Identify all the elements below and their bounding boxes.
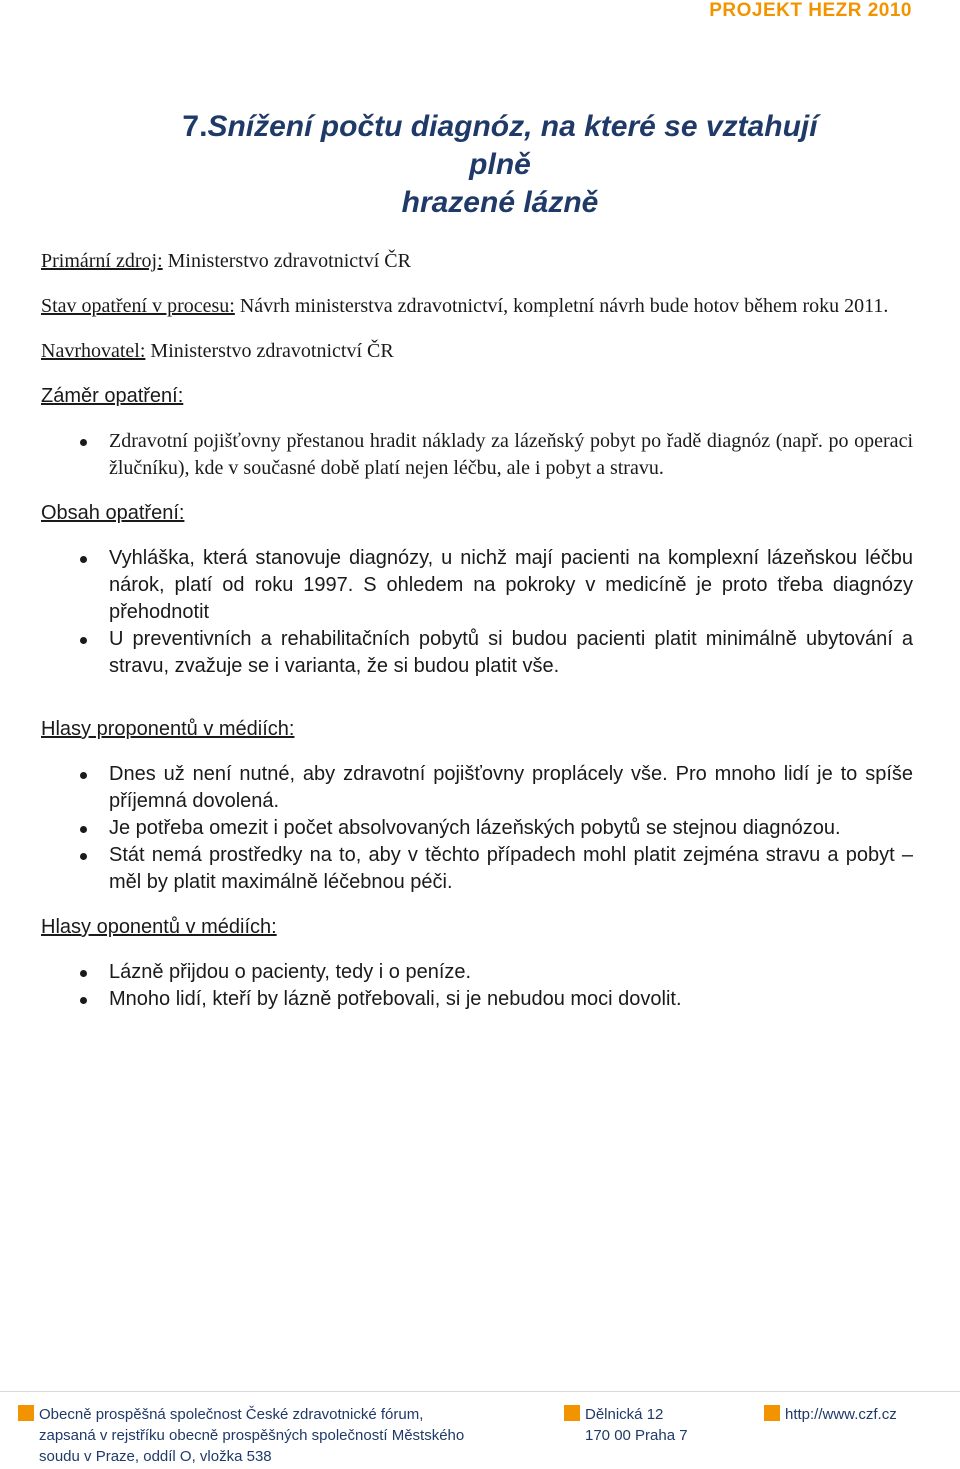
title-number: 7. — [182, 110, 208, 143]
proponents-label: Hlasy proponentů v médiích: — [41, 718, 295, 740]
orange-square-icon — [18, 1405, 34, 1421]
proponents-heading-row — [41, 716, 913, 743]
footer — [0, 1404, 960, 1468]
intent-heading-row — [41, 383, 913, 410]
title-text-line1: Snížení počtu diagnóz, na které se vztahují plně — [207, 110, 818, 181]
content-label: Obsah opatření: — [41, 502, 185, 524]
orange-square-icon — [564, 1405, 580, 1421]
content-item: Vyhláška, která stanovuje diagnózy, u nichž mají pacienti na komplexní lázeňskou léčbu nárok, platí od roku 1997. S ohledem na pokroky v medicíně je proto třeba diagnózy přehodnotit — [41, 545, 913, 626]
page-title — [150, 108, 850, 222]
footer-address — [564, 1404, 688, 1446]
primary-source-value: Ministerstvo zdravotnictví ČR — [162, 250, 411, 272]
footer-org-line1: Obecně prospěšná společnost České zdravotnické fórum, — [39, 1406, 424, 1423]
proponent-item: Stát nemá prostředky na to, aby v těchto případech mohl platit zejména stravu a pobyt – měl by platit maximálně léčebnou péči. — [41, 842, 913, 896]
primary-source-row — [41, 248, 913, 275]
status-row — [41, 293, 913, 320]
opponent-item: Mnoho lidí, kteří by lázně potřebovali, si je nebudou moci dovolit. — [41, 986, 913, 1013]
proposer-label: Navrhovatel: — [41, 340, 146, 362]
opponents-list — [41, 959, 913, 1013]
orange-square-icon — [764, 1405, 780, 1421]
proponent-item: Dnes už není nutné, aby zdravotní pojišťovny proplácely vše. Pro mnoho lidí je to spíše příjemná dovolená. — [41, 761, 913, 815]
intent-item: Zdravotní pojišťovny přestanou hradit náklady za lázeňský pobyt po řadě diagnóz (např. po operaci žlučníku), kde v současné době platí nejen léčbu, ale i pobyt a stravu. — [41, 428, 913, 482]
intent-list — [41, 428, 913, 482]
content-heading-row — [41, 500, 913, 527]
opponents-heading-row — [41, 914, 913, 941]
content-item: U preventivních a rehabilitačních pobytů si budou pacienti platit minimálně ubytování a stravu, zvažuje se i varianta, že si budou platit vše. — [41, 626, 913, 680]
status-value: Návrh ministerstva zdravotnictví, kompletní návrh bude hotov během roku 2011. — [234, 295, 889, 317]
footer-web — [764, 1404, 897, 1425]
footer-divider — [0, 1391, 960, 1392]
footer-web-link[interactable]: http://www.czf.cz — [785, 1406, 897, 1423]
footer-org-line2: zapsaná v rejstříku obecně prospěšných společností Městského — [39, 1427, 465, 1444]
proposer-value: Ministerstvo zdravotnictví ČR — [145, 340, 394, 362]
document-body — [41, 248, 913, 1031]
header-brand: PROJEKT HEZR 2010 — [709, 0, 912, 21]
proponent-item: Je potřeba omezit i počet absolvovaných lázeňských pobytů se stejnou diagnózou. — [41, 815, 913, 842]
intent-label: Záměr opatření: — [41, 385, 184, 407]
title-text-line2: hrazené lázně — [401, 186, 599, 219]
proposer-row — [41, 338, 913, 365]
opponent-item: Lázně přijdou o pacienty, tedy i o peníze. — [41, 959, 913, 986]
opponents-label: Hlasy oponentů v médiích: — [41, 916, 277, 938]
footer-org — [18, 1404, 464, 1467]
footer-org-line3: soudu v Praze, oddíl O, vložka 538 — [39, 1448, 272, 1465]
status-label: Stav opatření v procesu: — [41, 295, 235, 317]
footer-address-line2: 170 00 Praha 7 — [585, 1427, 688, 1444]
proponents-list — [41, 761, 913, 896]
footer-address-line1: Dělnická 12 — [585, 1406, 664, 1423]
primary-source-label: Primární zdroj: — [41, 250, 163, 272]
content-list — [41, 545, 913, 680]
